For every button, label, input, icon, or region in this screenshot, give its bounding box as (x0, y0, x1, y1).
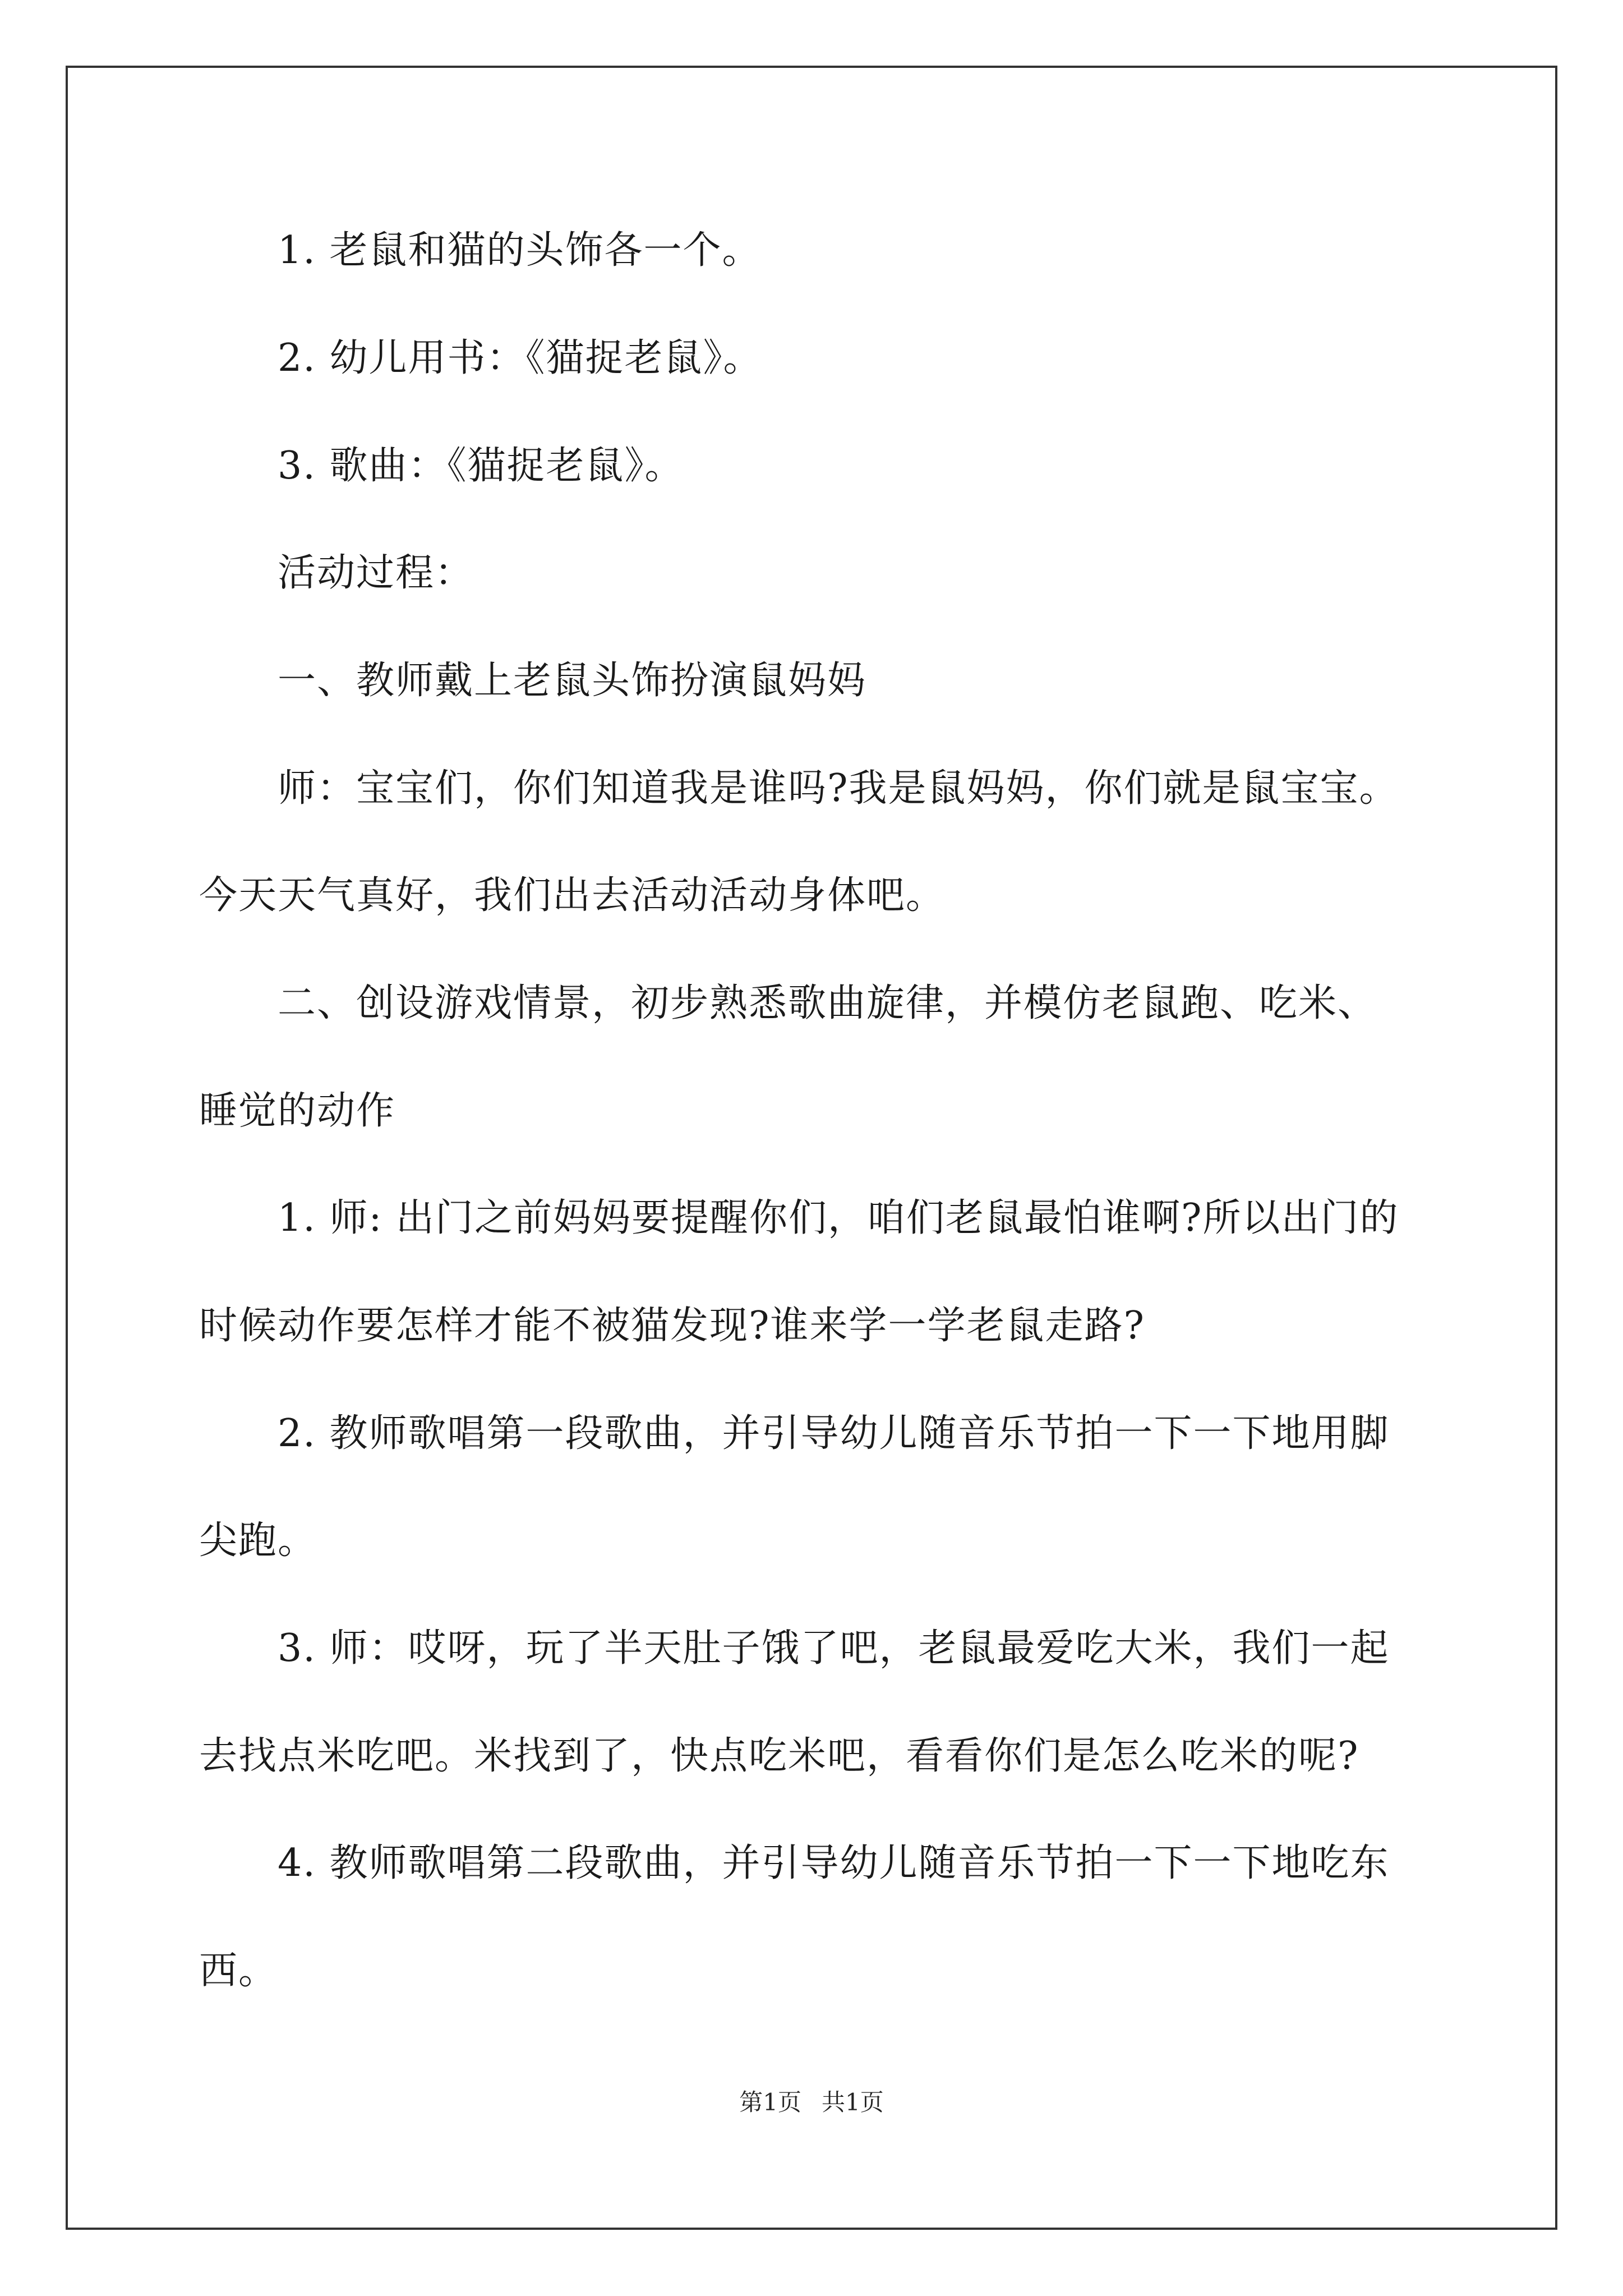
paragraph-step-4-line-b: 西。 (199, 1949, 278, 1993)
paragraph-material-1: 1. 老鼠和猫的头饰各一个。 (278, 228, 762, 273)
page-number: 第1页 (739, 2088, 801, 2116)
page-border (66, 66, 1557, 2230)
section-heading-2-line-a: 二、创设游戏情景，初步熟悉歌曲旋律，并模仿老鼠跑、吃米、 (278, 981, 1377, 1025)
section-heading-process: 活动过程： (278, 551, 474, 595)
paragraph-material-2: 2. 幼儿用书：《猫捉老鼠》。 (278, 336, 763, 380)
paragraph-teacher-line-a: 师：宝宝们，你们知道我是谁吗?我是鼠妈妈，你们就是鼠宝宝。 (278, 766, 1399, 811)
paragraph-step-2-line-a: 2. 教师歌唱第一段歌曲，并引导幼儿随音乐节拍一下一下地用脚 (278, 1411, 1390, 1456)
paragraph-step-3-line-b: 去找点米吃吧。米找到了，快点吃米吧，看看你们是怎么吃米的呢? (199, 1734, 1359, 1778)
section-heading-1: 一、教师戴上老鼠头饰扮演鼠妈妈 (278, 659, 867, 703)
paragraph-step-1-line-b: 时候动作要怎样才能不被猫发现?谁来学一学老鼠走路? (199, 1304, 1145, 1348)
paragraph-step-1-line-a: 1. 师: 出门之前妈妈要提醒你们，咱们老鼠最怕谁啊?所以出门的 (278, 1196, 1399, 1240)
section-heading-2-line-b: 睡觉的动作 (199, 1089, 396, 1133)
page-footer (0, 2084, 1623, 2118)
paragraph-step-3-line-a: 3. 师：哎呀，玩了半天肚子饿了吧，老鼠最爱吃大米，我们一起 (278, 1626, 1390, 1671)
paragraph-step-4-line-a: 4. 教师歌唱第二段歌曲，并引导幼儿随音乐节拍一下一下地吃东 (278, 1841, 1390, 1885)
paragraph-step-2-line-b: 尖跑。 (199, 1519, 317, 1563)
paragraph-material-3: 3. 歌曲：《猫捉老鼠》。 (278, 444, 684, 488)
page-total: 共1页 (822, 2088, 884, 2116)
paragraph-teacher-line-b: 今天天气真好，我们出去活动活动身体吧。 (199, 873, 946, 918)
